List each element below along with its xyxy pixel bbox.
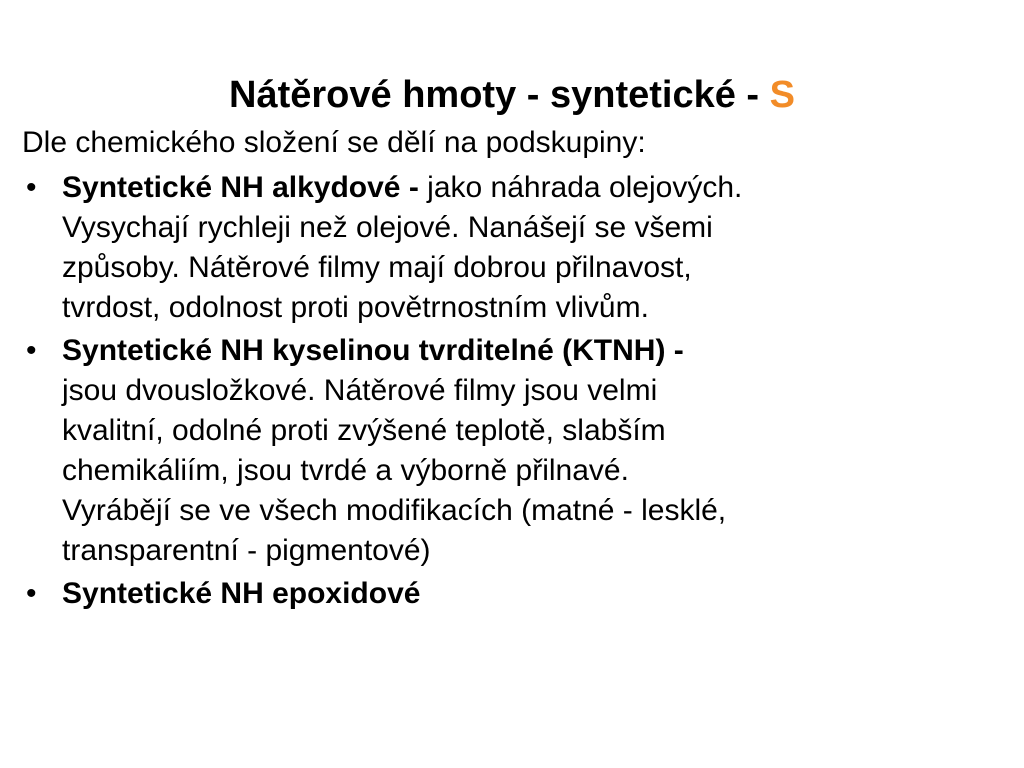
slide-title-main: Nátěrové hmoty - syntetické - — [229, 74, 770, 117]
bullet-first-line — [62, 331, 1002, 371]
bullet-heading: Syntetické NH alkydové - — [62, 171, 419, 204]
bullet-line: transparentní - pigmentové) — [62, 534, 431, 567]
intro-text: Dle chemického složení se dělí na podskupiny: — [22, 126, 646, 159]
slide-title — [0, 69, 1024, 121]
bullet-line: tvrdost, odolnost proti povětrnostním vlivům. — [62, 291, 649, 324]
slide-title-accent: S — [769, 74, 795, 117]
bullet-ktnh — [22, 331, 1002, 571]
bullet-heading: Syntetické NH kyselinou tvrditelné (KTNH) - — [62, 334, 684, 367]
bullet-dot-icon: • — [26, 334, 37, 367]
bullet-heading-rest: jako náhrada olejových. — [418, 171, 743, 204]
bullet-epoxidove — [22, 574, 1002, 614]
bullet-first-line — [62, 168, 1002, 208]
bullet-first-line — [62, 574, 1002, 614]
bullet-dot-icon: • — [26, 171, 37, 204]
bullet-list — [22, 168, 1002, 614]
bullet-line: jsou dvousložkové. Nátěrové filmy jsou velmi — [62, 374, 658, 407]
bullet-dot-icon: • — [26, 577, 37, 610]
bullet-line: Vyrábějí se ve všech modifikacích (matné - lesklé, — [62, 494, 727, 527]
bullet-heading: Syntetické NH epoxidové — [62, 577, 421, 610]
bullet-line: způsoby. Nátěrové filmy mají dobrou přilnavost, — [62, 251, 692, 284]
bullet-line: kvalitní, odolné proti zvýšené teplotě, slabším — [62, 414, 666, 447]
slide-body — [22, 123, 1002, 617]
bullet-alkydove — [22, 168, 1002, 328]
bullet-line: Vysychají rychleji než olejové. Nanášejí se všemi — [62, 211, 713, 244]
bullet-line: chemikáliím, jsou tvrdé a výborně přilnavé. — [62, 454, 629, 487]
